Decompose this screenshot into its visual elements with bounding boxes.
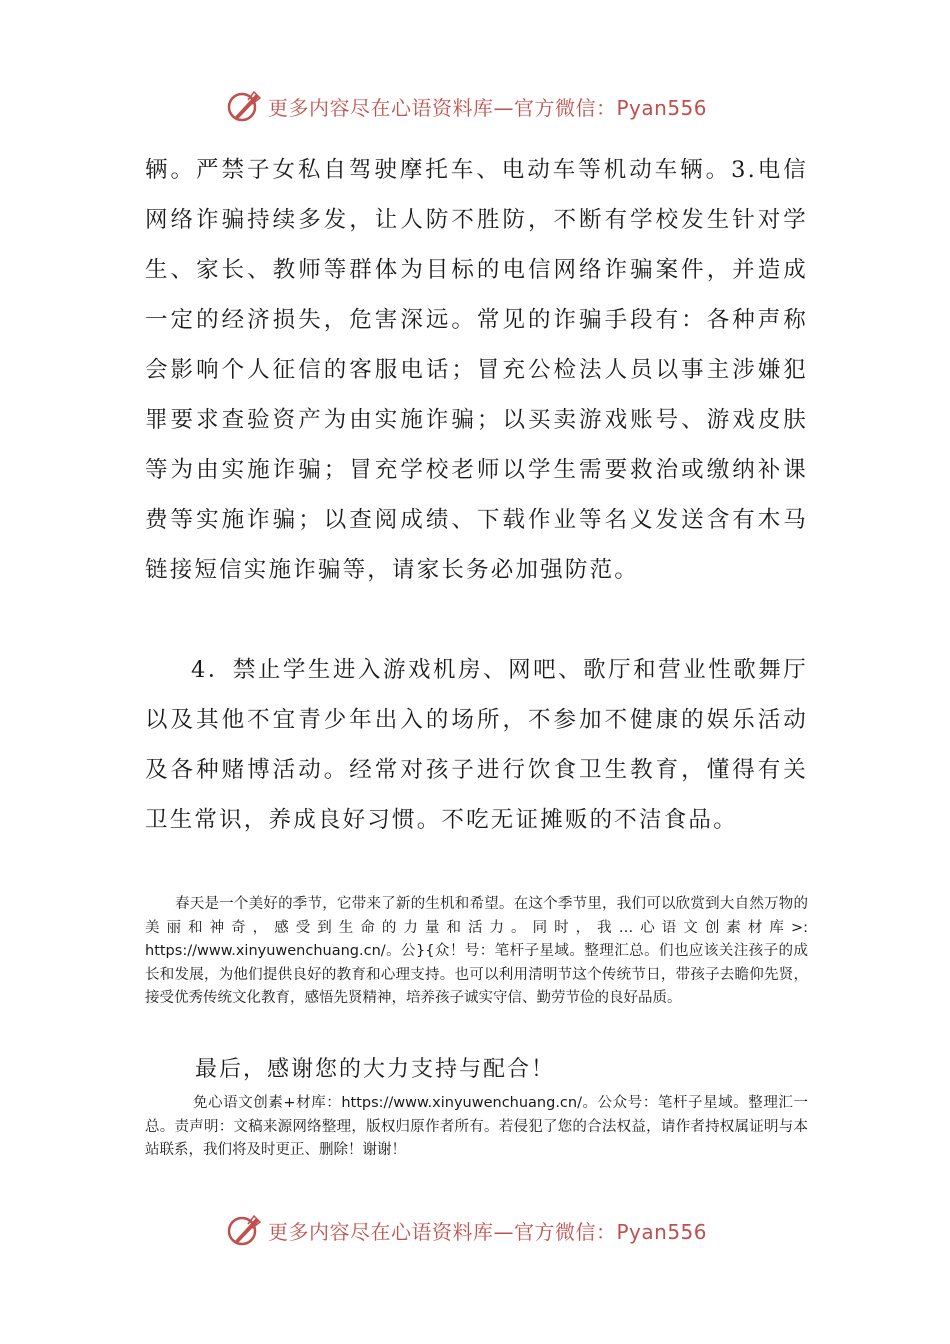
header-banner-text: 更多内容尽在心语资料库—官方微信：Pyan556 [268, 95, 708, 120]
paragraph-fraud-warning: 辆。严禁子女私自驾驶摩托车、电动车等机动车辆。3.电信网络诈骗持续多发，让人防不胜防，不断有学校发生针对学生、家长、教师等群体为目标的电信网络诈骗案件，并造成一定的经济损失，危害深远。常见的诈骗手段有：各种声称会影响个人征信的客服电话；冒充公检法人员以事主涉嫌犯罪要求查验资产为由实施诈骗；以买卖游戏账号、游戏皮肤等为由实施诈骗；冒充学校老师以学生需要救治或缴纳补课费等实施诈骗；以查阅成绩、下载作业等名义发送含有木马链接短信实施诈骗等，请家长务必加强防范。 [145, 157, 808, 583]
quill-pen-logo-icon [226, 88, 262, 124]
disclaimer-note: 免心语文创素+材库：https://www.xinyuwenchuang.cn/。公众号：笔杆子星域。整理汇一总。责声明：文稿来源网络整理，版权归原作者所有。若侵犯了您的合法权益，请作者持权属证明与本站联系，我们将及时更正、删除！谢谢！ [145, 1095, 808, 1158]
spring-note: 春天是一个美好的季节，它带来了新的生机和希望。在这个季节里，我们可以欣赏到大自然万物的美丽和神奇，感受到生命的力量和活力。同时，我…心语文创素材库>: https://www.xinyuwenchuang.cn/。公}{众！号：笔杆子星域。整理汇总。们也应该关注孩子的成长和发展，为他们提供良好的教育和心理支持。也可以利用清明节这个传统节日，带孩子去瞻仰先贤，接受优秀传统文化教育，感悟先贤精神，培养孩子诚实守信、勤劳节俭的良好品质。 [145, 896, 808, 1006]
paragraph-entertainment-rules: 4．禁止学生进入游戏机房、网吧、歌厅和营业性歌舞厅以及其他不宜青少年出入的场所，不参加不健康的娱乐活动及各种赌博活动。经常对孩子进行饮食卫生教育，懂得有关卫生常识，养成良好习惯。不吃无证摊贩的不洁食品。 [145, 657, 808, 833]
header-banner [226, 86, 726, 126]
thanks-line: 最后，感谢您的大力支持与配合！ [195, 1057, 556, 1082]
quill-pen-logo-icon [226, 1212, 262, 1248]
footer-banner [226, 1210, 726, 1250]
footer-banner-text: 更多内容尽在心语资料库—官方微信：Pyan556 [268, 1219, 708, 1244]
